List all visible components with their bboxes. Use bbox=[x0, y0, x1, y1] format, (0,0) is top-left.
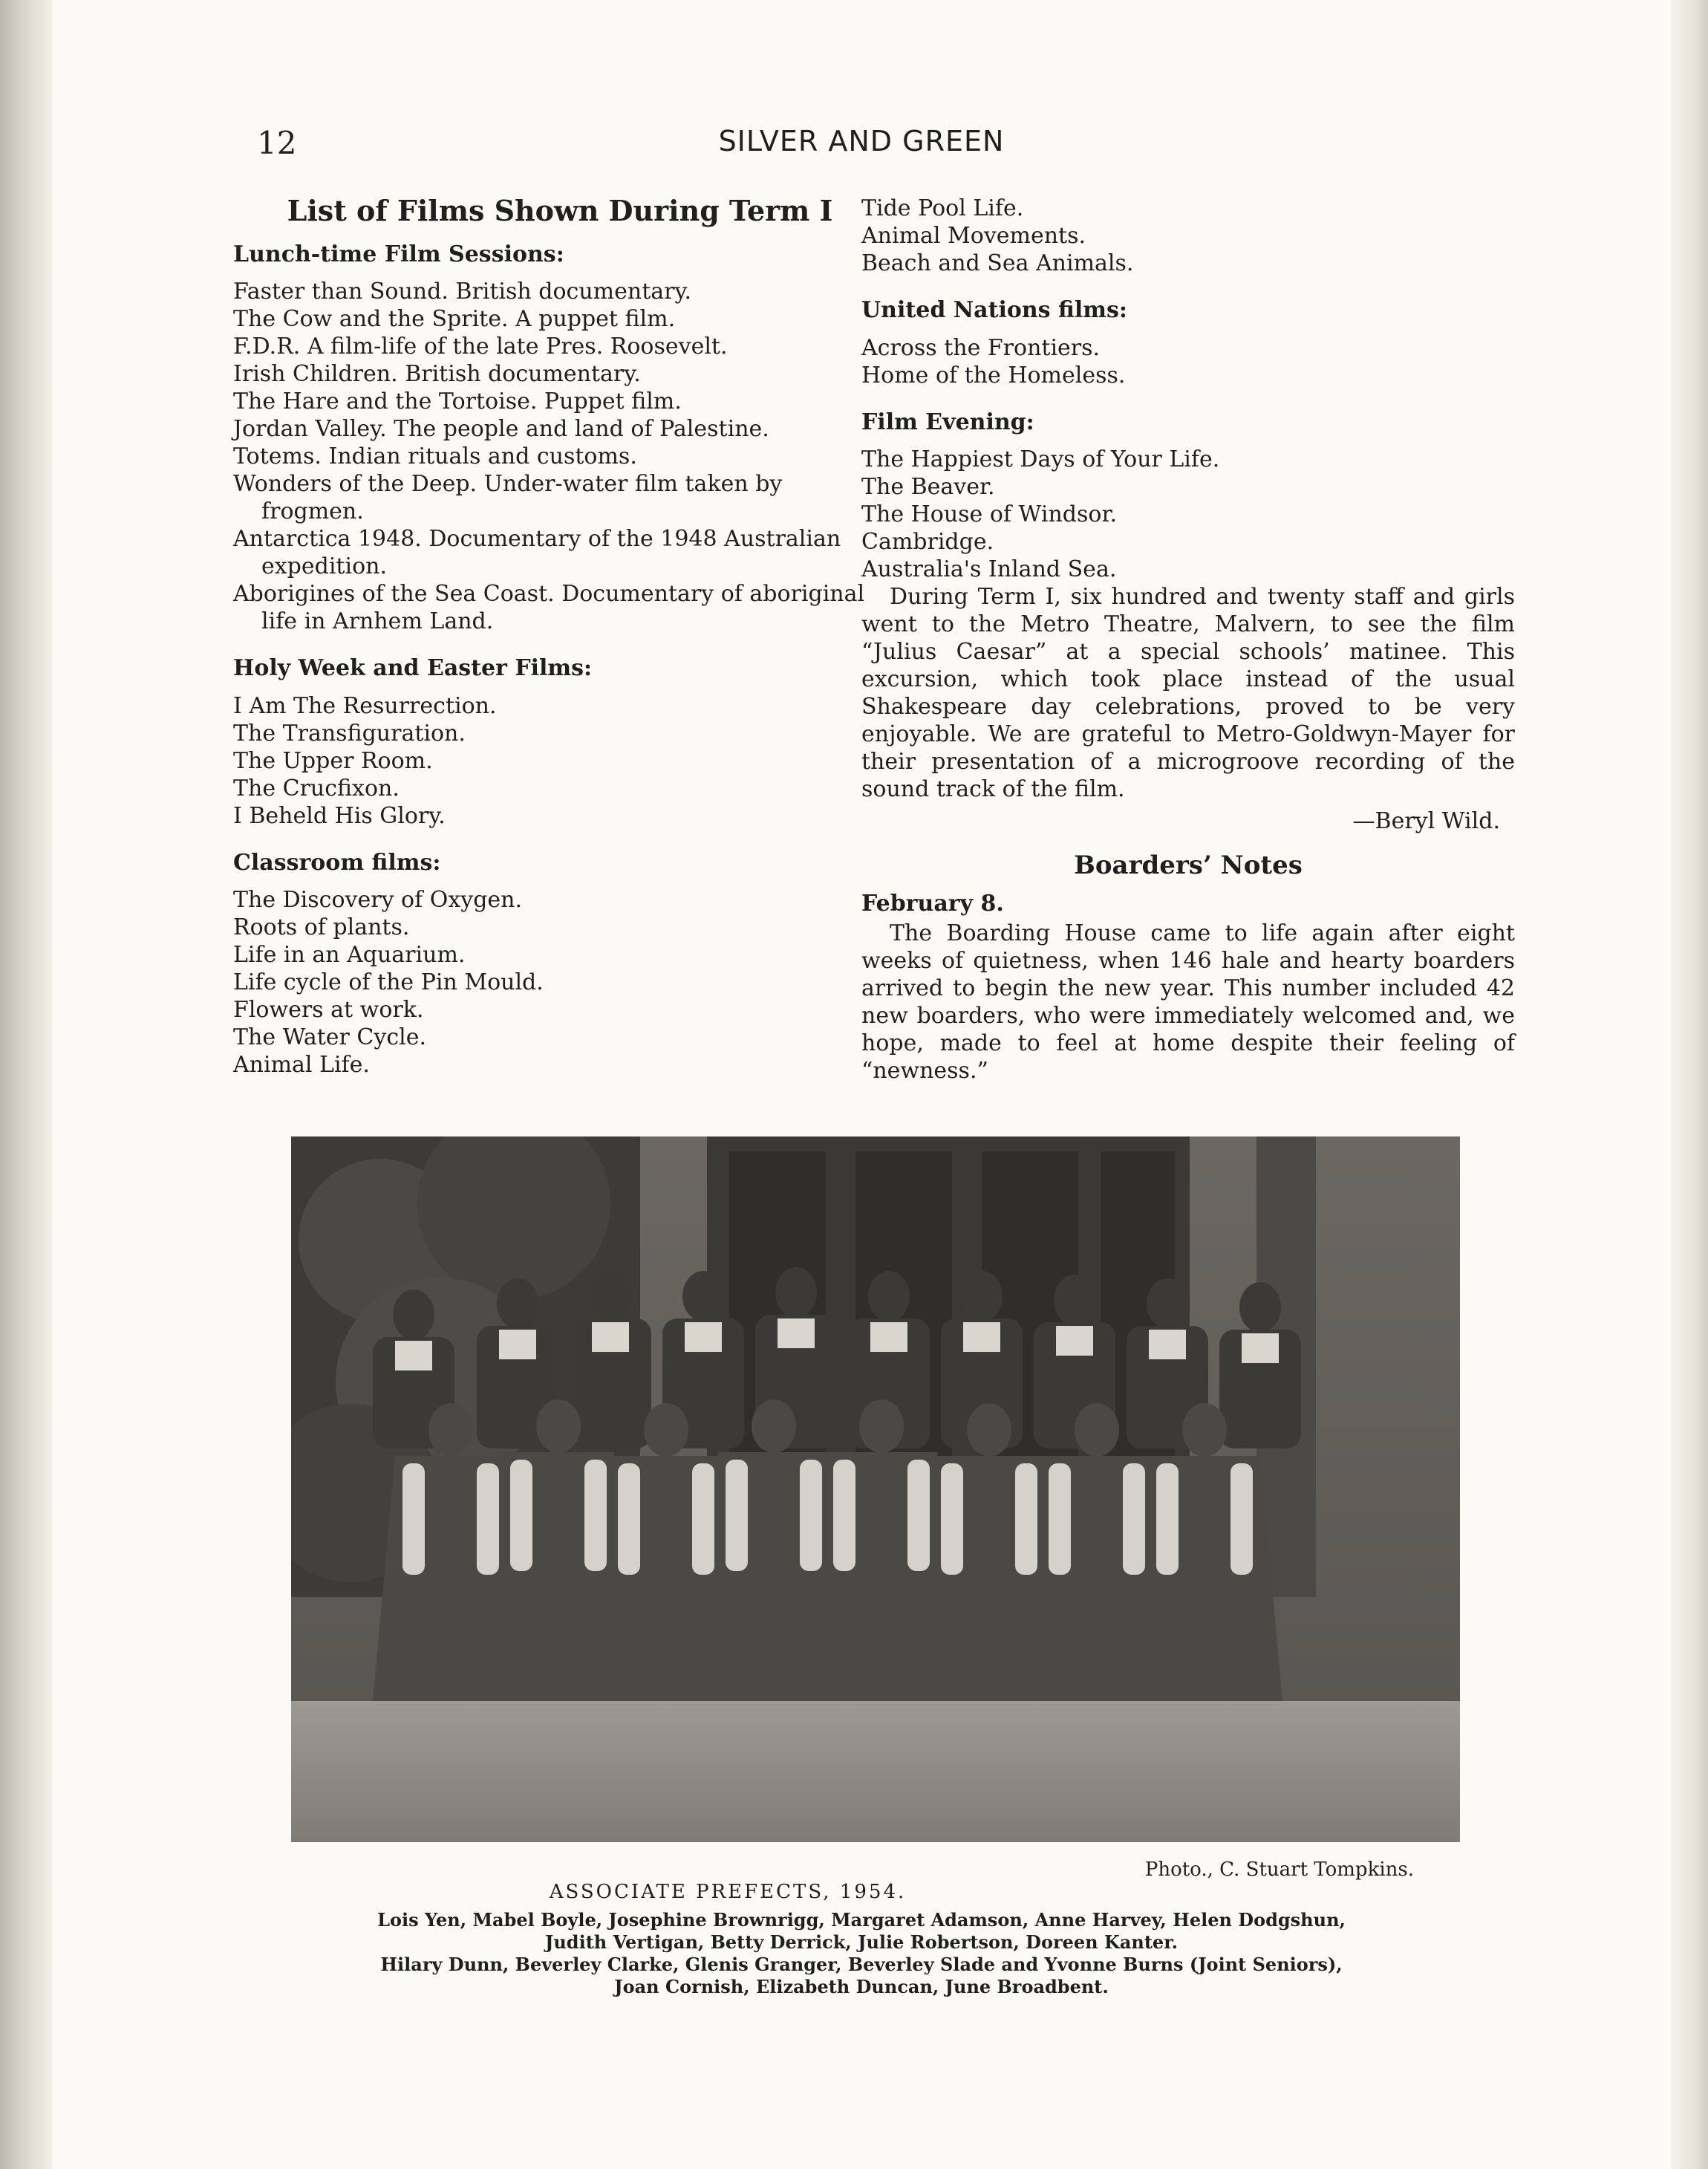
entry-date: February 8. bbox=[861, 891, 1004, 917]
classroom-film-list-continued bbox=[861, 195, 1515, 277]
film-item: Across the Frontiers. bbox=[861, 334, 1101, 361]
lunch-film-list bbox=[233, 278, 887, 635]
film-item: Home of the Homeless. bbox=[861, 362, 1126, 388]
classroom-heading: Classroom films: bbox=[233, 849, 441, 876]
film-item: The Cow and the Sprite. A puppet film. bbox=[233, 306, 676, 333]
film-item: Totems. Indian rituals and customs. bbox=[233, 443, 637, 470]
byline: —Beryl Wild. bbox=[1352, 808, 1500, 834]
photo-illustration bbox=[291, 1136, 1460, 1842]
caption-line: Lois Yen, Mabel Boyle, Josephine Brownrigg, Margaret Adamson, Anne Harvey, Helen Dodgshun, bbox=[377, 1909, 1346, 1931]
film-item: Animal Movements. bbox=[861, 223, 1086, 249]
film-item: The Crucfixon. bbox=[233, 775, 400, 801]
film-item: Flowers at work. bbox=[233, 997, 424, 1024]
page-number: 12 bbox=[257, 125, 297, 161]
binding-edge bbox=[0, 0, 52, 2169]
film-item: Antarctica 1948. Documentary of the 1948 Australian expedition. bbox=[233, 526, 841, 580]
film-item: Beach and Sea Animals. bbox=[861, 250, 1134, 276]
film-item: Life in an Aquarium. bbox=[233, 942, 466, 969]
film-item: Cambridge. bbox=[861, 529, 994, 555]
film-item: I Beheld His Glory. bbox=[233, 802, 446, 829]
film-item: The Transfiguration. bbox=[233, 720, 466, 747]
left-column bbox=[233, 195, 887, 1079]
caption-line: Judith Vertigan, Betty Derrick, Julie Robertson, Doreen Kanter. bbox=[545, 1931, 1178, 1953]
photo-caption-title: ASSOCIATE PREFECTS, 1954. bbox=[549, 1881, 907, 1903]
film-item: F.D.R. A film-life of the late Pres. Roosevelt. bbox=[233, 334, 728, 360]
excursion-paragraph: During Term I, six hundred and twenty staff and girls went to the Metro Theatre, Malvern, to see the film “Julius Caesar” at a special schools’ matinee. This excursion, which took place instead of the usual Shakespeare day celebrations, proved to be very enjoyable. We are grateful to Metro-Goldwyn-Mayer for their presentation of a microgroove recording of the sound track of the film. bbox=[861, 584, 1515, 802]
film-item: The Happiest Days of Your Life. bbox=[861, 446, 1220, 472]
united-nations-heading: United Nations films: bbox=[861, 297, 1127, 323]
film-item: The House of Windsor. bbox=[861, 501, 1118, 527]
boarders-heading: Boarders’ Notes bbox=[1074, 851, 1303, 880]
film-item: Roots of plants. bbox=[233, 914, 410, 941]
film-item: Animal Life. bbox=[233, 1052, 370, 1079]
group-photograph bbox=[291, 1136, 1460, 1842]
united-nations-film-list bbox=[861, 334, 1515, 389]
film-item: Life cycle of the Pin Mould. bbox=[233, 969, 544, 996]
film-item: Wonders of the Deep. Under-water film taken by frogmen. bbox=[233, 471, 783, 525]
magazine-page bbox=[52, 0, 1671, 2169]
right-column bbox=[861, 195, 1515, 1084]
film-item: I Am The Resurrection. bbox=[233, 692, 497, 719]
film-evening-list bbox=[861, 446, 1515, 583]
caption-line: Joan Cornish, Elizabeth Duncan, June Broadbent. bbox=[614, 1976, 1109, 1997]
film-item: The Upper Room. bbox=[233, 747, 433, 774]
film-item: Irish Children. British documentary. bbox=[233, 361, 641, 388]
film-item: Faster than Sound. British documentary. bbox=[233, 279, 691, 305]
film-item: Australia's Inland Sea. bbox=[861, 556, 1117, 582]
film-item: The Discovery of Oxygen. bbox=[233, 887, 523, 914]
holy-week-film-list bbox=[233, 692, 887, 830]
film-item: The Hare and the Tortoise. Puppet film. bbox=[233, 388, 682, 415]
photo-credit: Photo., C. Stuart Tompkins. bbox=[1144, 1859, 1414, 1881]
films-heading: List of Films Shown During Term I bbox=[287, 194, 833, 227]
film-item: Tide Pool Life. bbox=[861, 195, 1024, 221]
photo-caption-names bbox=[275, 1909, 1448, 1998]
film-item: Aborigines of the Sea Coast. Documentary of aboriginal life in Arnhem Land. bbox=[233, 581, 865, 635]
running-title: SILVER AND GREEN bbox=[718, 125, 1005, 157]
film-item: The Water Cycle. bbox=[233, 1024, 427, 1051]
film-item: Jordan Valley. The people and land of Palestine. bbox=[233, 416, 769, 443]
boarders-paragraph: The Boarding House came to life again after eight weeks of quietness, when 146 hale and hearty boarders arrived to begin the new year. This number included 42 new boarders, who were immediately welcomed and, we hope, made to feel at home despite their feeling of “newness.” bbox=[861, 920, 1515, 1084]
caption-line: Hilary Dunn, Beverley Clarke, Glenis Granger, Beverley Slade and Yvonne Burns (Joint Seniors), bbox=[380, 1954, 1343, 1975]
holy-week-heading: Holy Week and Easter Films: bbox=[233, 655, 593, 682]
classroom-film-list bbox=[233, 886, 887, 1079]
film-evening-heading: Film Evening: bbox=[861, 409, 1034, 435]
film-item: The Beaver. bbox=[861, 474, 995, 500]
page-edge bbox=[1671, 0, 1708, 2169]
lunch-heading: Lunch-time Film Sessions: bbox=[233, 241, 564, 267]
